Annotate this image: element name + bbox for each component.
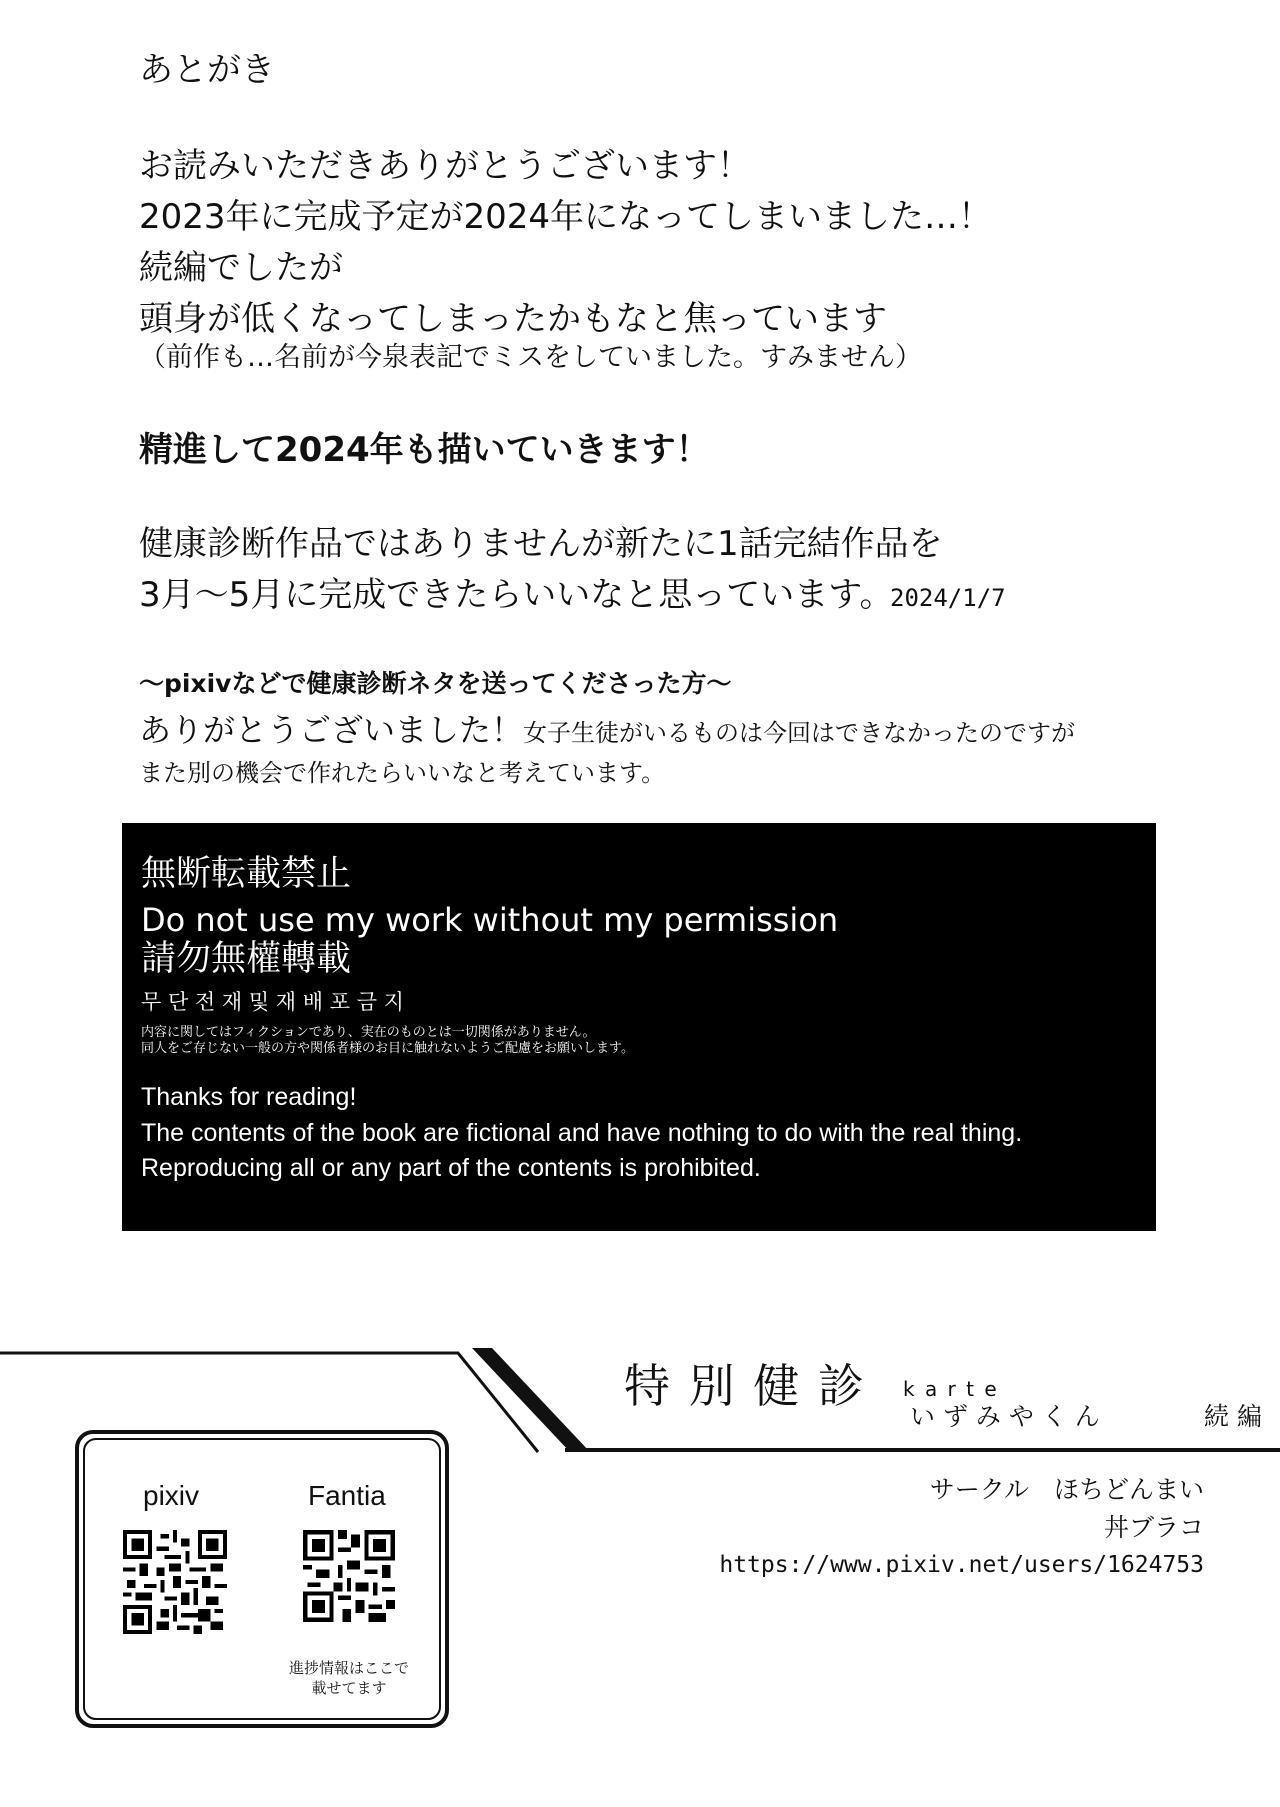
thanks-big: ありがとうございました！ (139, 711, 524, 749)
qr-card (75, 1430, 449, 1728)
afterword-heading: あとがき (139, 50, 275, 90)
fantia-note-line1: 進捗情報はここで (288, 1659, 409, 1677)
fantia-note (284, 1658, 414, 1698)
book-title: 特 別 健 診 (624, 1359, 866, 1413)
author-url[interactable]: https://www.pixiv.net/users/1624753 (719, 1552, 1204, 1578)
book-sequel: 続 編 (1204, 1402, 1262, 1431)
afterword-date: 2024/1/7 (890, 584, 1006, 612)
notice-fiction-en: The contents of the book are fictional and have nothing to do with the real thing. (141, 1119, 1023, 1147)
author-name: 丼ブラコ (1103, 1513, 1204, 1542)
afterword-line: 頭身が低くなってしまったかもなと焦っています (139, 299, 887, 339)
thanks-heading: ～pixivなどで健康診断ネタを送ってくださった方～ (139, 669, 732, 698)
afterword-line: お読みいただきありがとうございます！ (139, 146, 751, 186)
thanks-line (139, 709, 1075, 754)
notice-prohibit-en: Reproducing all or any part of the contents is prohibited. (141, 1154, 761, 1182)
afterword-line: 続編でしたが (139, 248, 343, 288)
thanks-line-2: また別の機会で作れたらいいなと考えています。 (139, 759, 666, 787)
notice-fiction-jp: 内容に関してはフィクションであり、実在のものとは一切関係がありません。 (141, 1025, 596, 1040)
fantia-label: Fantia (308, 1480, 386, 1511)
notice-jp: 無断転載禁止 (141, 854, 352, 894)
notice-thanks-en: Thanks for reading! (141, 1083, 357, 1111)
book-title-latin: k a r t e (903, 1377, 999, 1401)
afterword-line: 2023年に完成予定が2024年になってしまいました…！ (139, 197, 993, 237)
afterword-plan: 3月～5月に完成できたらいいなと思っています。 (139, 575, 894, 615)
notice-zh: 請勿無權轉載 (141, 939, 352, 979)
notice-ko: 무 단 전 재 및 재 배 포 금 지 (141, 990, 404, 1014)
circle-name: サークル ほちどんまい (929, 1475, 1204, 1504)
afterword-plan: 健康診断作品ではありませんが新たに1話完結作品を (139, 524, 943, 564)
afterword-note: （前作も…名前が今泉表記でミスをしていました。すみません） (139, 342, 922, 373)
pixiv-qr-code[interactable] (123, 1530, 227, 1634)
afterword-resolution: 精進して2024年も描いていきます！ (139, 430, 710, 470)
notice-en: Do not use my work without my permission (141, 901, 839, 939)
fantia-note-line2: 載せてます (311, 1679, 387, 1697)
book-subtitle: い ず み や く ん (910, 1402, 1100, 1431)
copyright-notice-box (122, 823, 1156, 1231)
fantia-qr-code[interactable] (303, 1530, 395, 1622)
notice-ask-jp: 同人をご存じない一般の方や関係者様のお目に触れないようご配慮をお願いします。 (141, 1041, 634, 1056)
pixiv-label: pixiv (143, 1480, 200, 1511)
thanks-small: 女子生徒がいるものは今回はできなかったのですが (523, 719, 1076, 747)
